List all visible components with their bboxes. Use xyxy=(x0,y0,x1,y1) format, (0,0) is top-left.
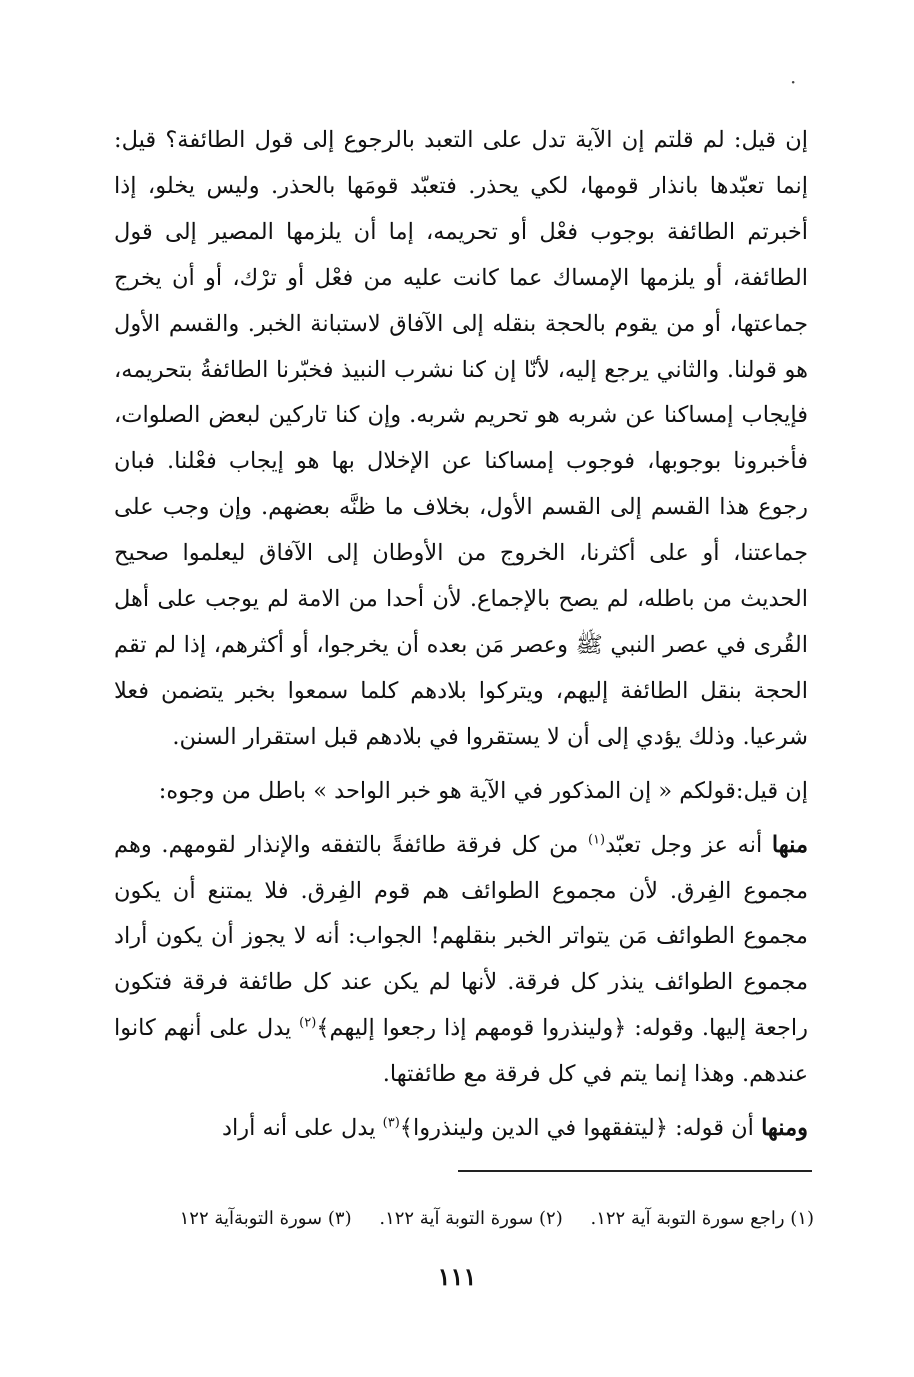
footnote-ref-1: (١) xyxy=(587,832,606,848)
paragraph-3-part-b: من كل فرقة طائفةً بالتفقه والإنذار لقومهم. وهم مجموع الفِرق. لأن مجموع الطوائف هم قوم الفِرق. فلا يمتنع أن يكون مجموع الطوائف مَن يتواتر الخبر بنقلهم! الجواب: أنه لا يجوز أن يكون أراد مجموع الطوائف ينذر كل فرقة. لأنها لم يكن عند كل طائفة فرقة فتكون راجعة إليها. وقوله: ﴿ولينذروا قومهم إذا رجعوا إليهم﴾ xyxy=(114,831,808,1042)
paragraph-3 xyxy=(114,823,808,1098)
footnote-3: (٣) سورة التوبةآية ١٢٢ xyxy=(179,1208,352,1229)
page-number: ١١١ xyxy=(437,1262,477,1291)
paragraph-4-part-b: يدل على أنه أراد xyxy=(222,1115,383,1142)
footnote-ref-3: (٣) xyxy=(382,1115,400,1131)
paragraph-4 xyxy=(114,1106,808,1152)
footnote-divider xyxy=(458,1170,812,1172)
footnote-1: (١) راجع سورة التوبة آية ١٢٢. xyxy=(590,1208,814,1229)
footnotes xyxy=(114,1208,814,1229)
footnote-ref-2: (٢) xyxy=(299,1015,317,1031)
section-lead-2: ومنها xyxy=(761,1115,808,1142)
paragraph-1: إن قيل: لم قلتم إن الآية تدل على التعبد بالرجوع إلى قول الطائفة؟ قيل: إنما تعبّدها بانذار قومها، لكي يحذر. فتعبّد قومَها بالحذر. وليس يخلو، إذا أخبرتم الطائفة بوجوب فعْل أو تحريمه، إما أن يلزمها المصير إلى قول الطائفة، أو يلزمها الإمساك عما كانت عليه من فعْل أو ترْك، أو أن يخرج جماعتها، أو من يقوم بالحجة بنقله إلى الآفاق لاستبانة الخبر. والقسم الأول هو قولنا. والثاني يرجع إليه، لأنّا إن كنا نشرب النبيذ فخبّرنا الطائفةُ بتحريمه، فإيجاب إمساكنا عن شربه هو تحريم شربه. وإن كنا تاركين لبعض الصلوات، فأخبرونا بوجوبها، فوجوب إمساكنا عن الإخلال بها هو إيجاب فعْلنا. فبان رجوع هذا القسم إلى القسم الأول، بخلاف ما ظنَّه بعضهم. وإن وجب على جماعتنا، أو على أكثرنا، الخروج من الأوطان إلى الآفاق ليعلموا صحيح الحديث من باطله، لم يصح بالإجماع. لأن أحدا من الامة لم يوجب على أهل القُرى في عصر النبي ﷺ وعصر مَن بعده أن يخرجوا، أو أكثرهم، إذا لم تقم الحجة بنقل الطائفة إليهم، ويتركوا بلادهم كلما سمعوا بخبر يتضمن فعلا شرعيا. وذلك يؤدي إلى أن لا يستقروا في بلادهم قبل استقرار السنن. xyxy=(114,127,808,750)
paragraph-4-part-a: أن قوله: ﴿ليتفقهوا في الدين ولينذروا﴾ xyxy=(399,1115,762,1142)
footnote-2: (٢) سورة التوبة آية ١٢٢. xyxy=(379,1208,563,1229)
page-mark: · xyxy=(790,70,797,94)
main-text xyxy=(114,118,808,1152)
paragraph-3-part-c: يدل على أنهم كانوا عندهم. وهذا إنما يتم في كل فرقة مع طائفتها. xyxy=(114,1015,808,1088)
paragraph-3-part-a: أنه عز وجل تعبّد xyxy=(605,831,772,858)
paragraph-2: إن قيل:قولكم « إن المذكور في الآية هو خبر الواحد » باطل من وجوه: xyxy=(158,777,808,804)
section-lead: منها xyxy=(771,831,808,858)
